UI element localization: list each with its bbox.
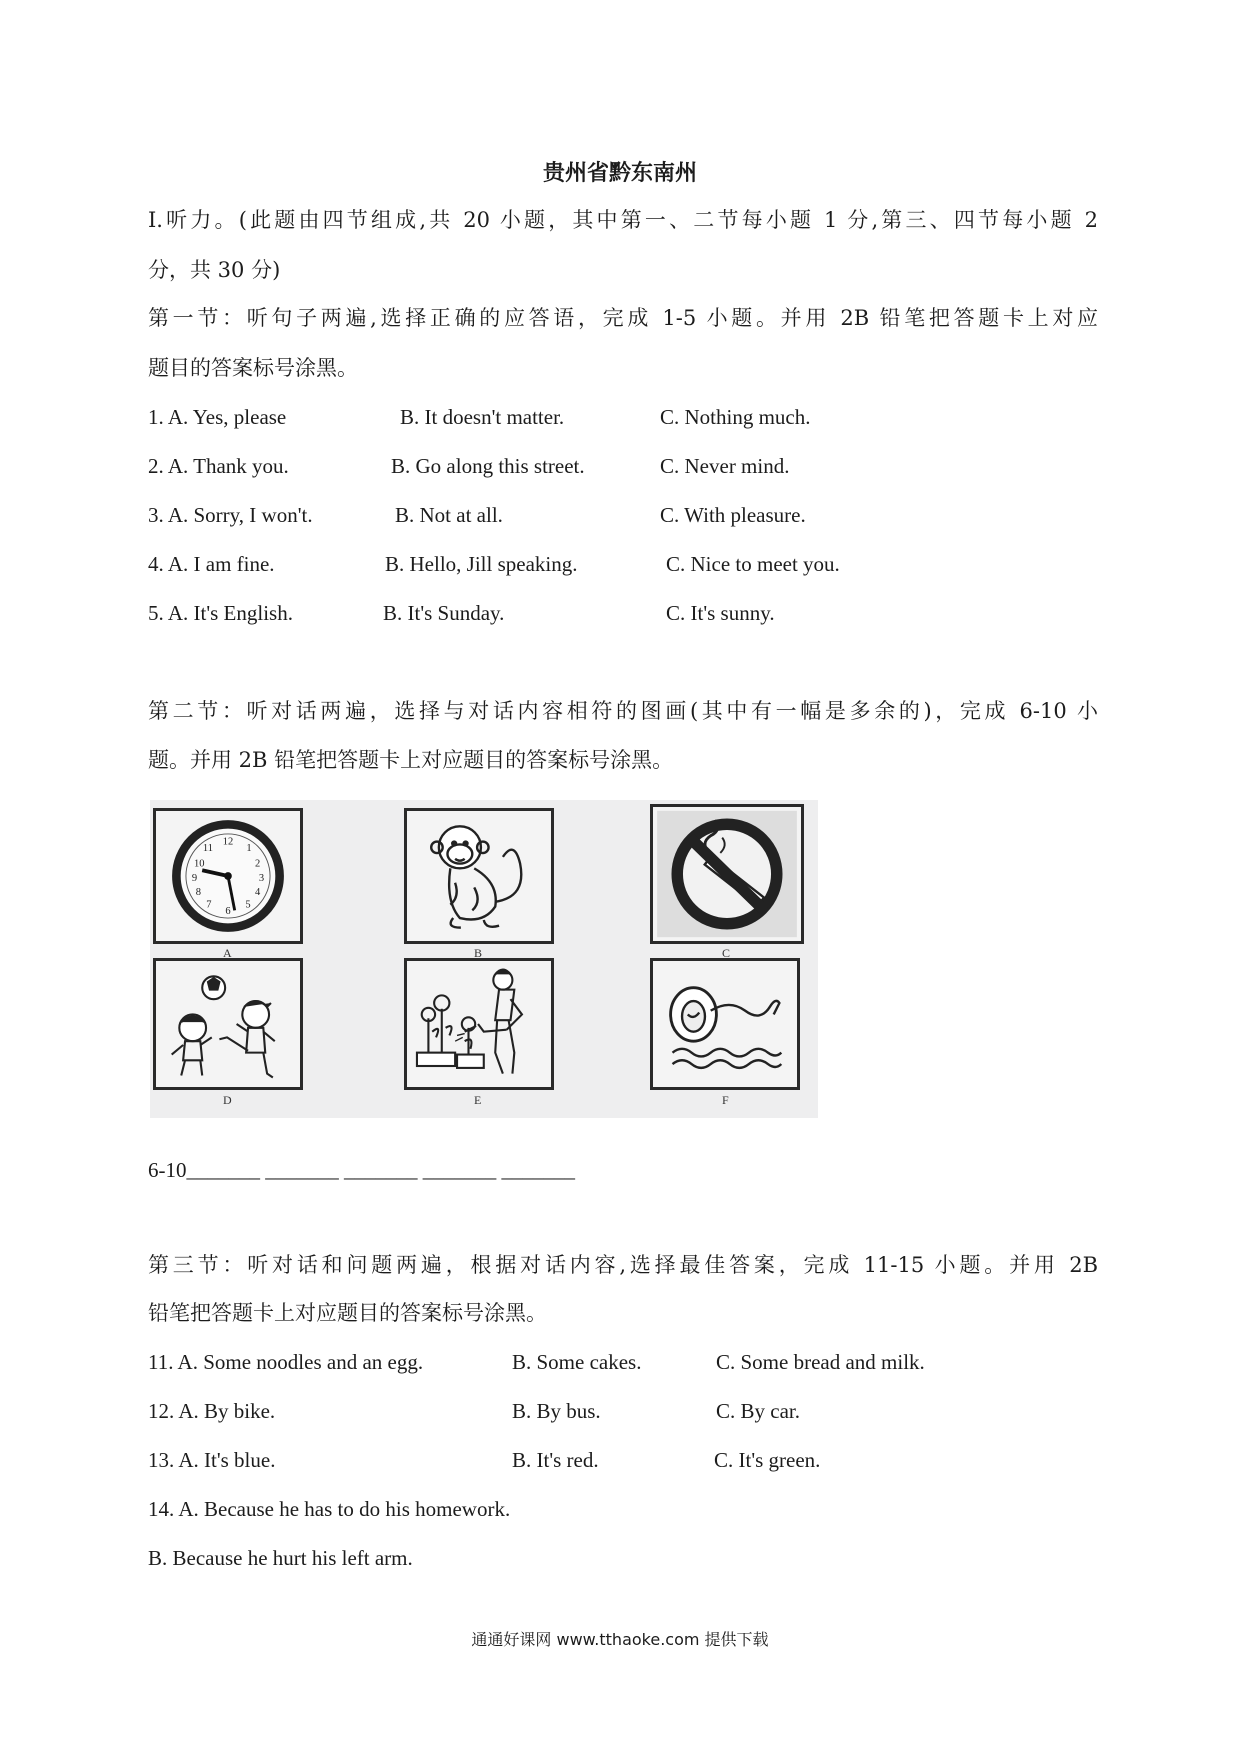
picture-a — [153, 808, 303, 944]
svg-text:3: 3 — [258, 872, 265, 884]
svg-text:12: 12 — [222, 836, 234, 848]
picture-d-label: D — [223, 1093, 232, 1107]
option-b: B. Because he hurt his left arm. — [148, 1546, 413, 1570]
swimming-icon — [653, 961, 797, 1087]
section-intro-line-2: 分，共 30 分) — [148, 258, 281, 282]
option-a: 13. A. It's blue. — [148, 1448, 276, 1472]
option-c: C. Nice to meet you. — [666, 552, 840, 576]
clock-icon — [156, 811, 300, 941]
option-b: B. It doesn't matter. — [400, 405, 565, 429]
part2-instruction-line-2: 题。并用 2B 铅笔把答题卡上对应题目的答案标号涂黑。 — [148, 748, 674, 772]
option-c: C. With pleasure. — [660, 503, 806, 527]
svg-text:6: 6 — [225, 906, 231, 918]
page-title: 贵州省黔东南州 — [542, 161, 697, 186]
option-c: C. It's sunny. — [666, 601, 775, 625]
picture-a-label: A — [223, 946, 232, 960]
picture-b — [404, 808, 554, 944]
svg-text:5: 5 — [245, 899, 251, 911]
option-a: 4. A. I am fine. — [148, 552, 275, 576]
option-c: C. It's green. — [714, 1448, 821, 1472]
svg-text:4: 4 — [255, 887, 261, 899]
part2-instruction-line-1: 第二节：听对话两遍，选择与对话内容相符的图画(其中有一幅是多余的)，完成 6-10 小 — [148, 699, 1098, 723]
picture-f-label: F — [722, 1093, 729, 1107]
answer-blanks-6-10: 6-10_______ _______ _______ _______ _______ — [148, 1158, 575, 1182]
picture-d — [153, 958, 303, 1090]
option-b: B. It's red. — [512, 1448, 599, 1472]
svg-text:7: 7 — [206, 899, 212, 911]
option-b: B. It's Sunday. — [383, 601, 505, 625]
picture-grid — [150, 800, 818, 1118]
option-b: B. By bus. — [512, 1399, 601, 1423]
svg-text:10: 10 — [194, 858, 205, 870]
picture-e — [404, 958, 554, 1090]
option-b: B. Some cakes. — [512, 1350, 642, 1374]
option-a: 3. A. Sorry, I won't. — [148, 503, 313, 527]
option-c: C. Nothing much. — [660, 405, 811, 429]
option-c: C. Never mind. — [660, 454, 790, 478]
monkey-icon — [407, 811, 551, 941]
option-b: B. Go along this street. — [391, 454, 585, 478]
svg-text:1: 1 — [246, 843, 252, 855]
svg-text:2: 2 — [255, 858, 261, 870]
picture-c-label: C — [722, 946, 731, 960]
part1-instruction-line-2: 题目的答案标号涂黑。 — [148, 356, 358, 380]
option-a: 5. A. It's English. — [148, 601, 293, 625]
part1-instruction-line-1: 第一节：听句子两遍,选择正确的应答语，完成 1-5 小题。并用 2B 铅笔把答题卡上对应 — [148, 306, 1098, 330]
svg-text:9: 9 — [191, 872, 198, 884]
picture-b-label: B — [474, 946, 483, 960]
picture-f — [650, 958, 800, 1090]
option-c: C. Some bread and milk. — [716, 1350, 925, 1374]
option-a: 11. A. Some noodles and an egg. — [148, 1350, 424, 1374]
option-c: C. By car. — [716, 1399, 800, 1423]
option-a: 12. A. By bike. — [148, 1399, 276, 1423]
no-smoking-icon — [653, 807, 801, 941]
svg-text:11: 11 — [202, 843, 213, 855]
option-b: B. Hello, Jill speaking. — [385, 552, 578, 576]
option-a: 14. A. Because he has to do his homework. — [148, 1497, 511, 1521]
option-b: B. Not at all. — [395, 503, 503, 527]
section-intro-line-1: I.听力。(此题由四节组成,共 20 小题，其中第一、二节每小题 1 分,第三、四节每小题 2 — [148, 208, 1098, 232]
option-a: 1. A. Yes, please — [148, 405, 287, 429]
watering-flowers-icon — [407, 961, 551, 1087]
picture-c — [650, 804, 804, 944]
football-icon — [156, 961, 300, 1087]
part3-instruction-line-2: 铅笔把答题卡上对应题目的答案标号涂黑。 — [148, 1301, 547, 1325]
page-footer: 通通好课网 www.tthaoke.com 提供下载 — [471, 1630, 769, 1649]
svg-text:8: 8 — [195, 887, 201, 899]
option-a: 2. A. Thank you. — [148, 454, 289, 478]
part3-instruction-line-1: 第三节：听对话和问题两遍，根据对话内容,选择最佳答案，完成 11-15 小题。并用 2B — [148, 1253, 1098, 1277]
picture-e-label: E — [474, 1093, 482, 1107]
